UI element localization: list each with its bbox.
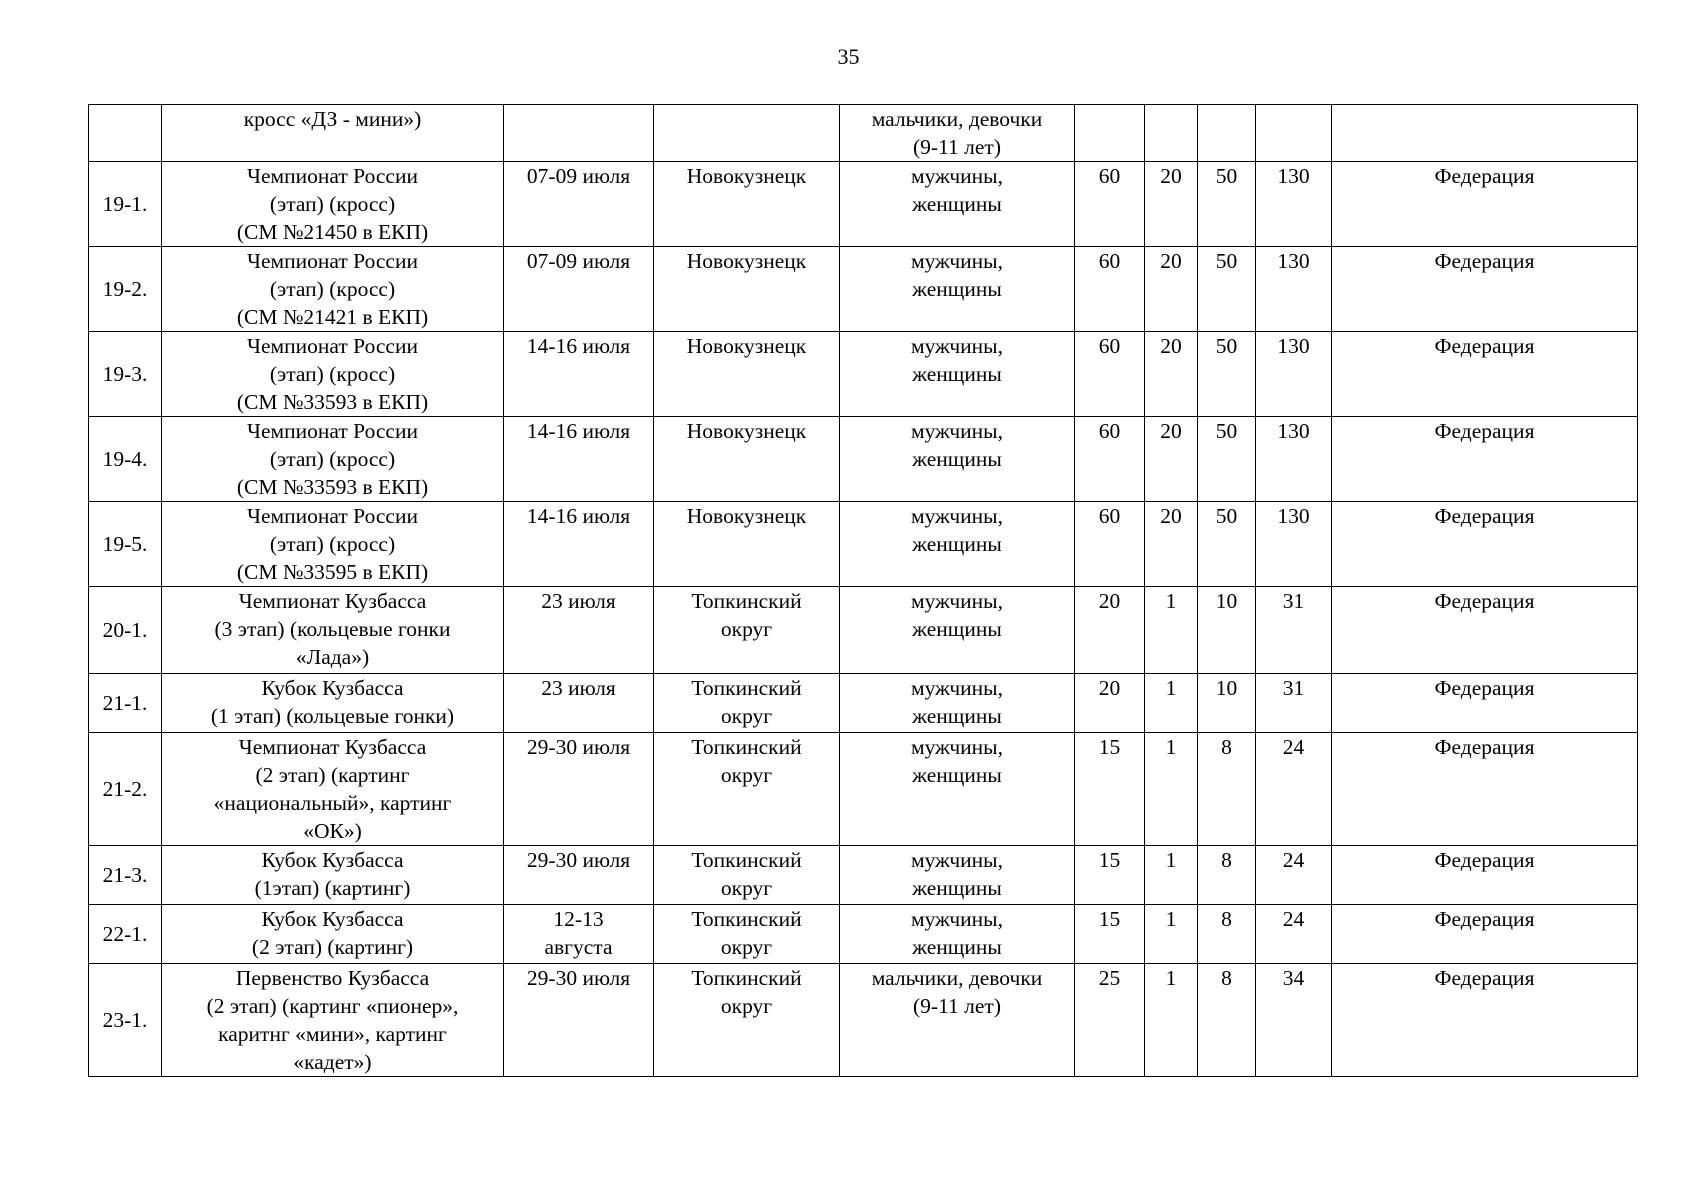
- venue-cell: [654, 733, 840, 846]
- row-number-cell: 23-1.: [89, 964, 162, 1077]
- dates-line: 07-09 июля: [526, 249, 631, 273]
- dates-line: августа: [544, 935, 613, 959]
- event-name-cell: [162, 247, 504, 332]
- event-name-cell: [162, 846, 504, 905]
- event-name-cell: [162, 502, 504, 587]
- venue-cell: [654, 247, 840, 332]
- dates-cell: [504, 247, 654, 332]
- count-cell-3: 50: [1198, 247, 1256, 332]
- organizer-cell: Федерация: [1332, 733, 1638, 846]
- venue-line: Топкинский: [691, 907, 802, 931]
- count-total-cell: 130: [1256, 247, 1332, 332]
- count-cell-1: [1075, 105, 1145, 162]
- event-name-line: (СМ №33593 в ЕКП): [236, 475, 429, 499]
- event-name-line: «Лада»): [295, 645, 370, 669]
- row-number-cell: 21-2.: [89, 733, 162, 846]
- count-total-cell: 31: [1256, 587, 1332, 674]
- count-cell-1: 20: [1075, 587, 1145, 674]
- organizer-cell: Федерация: [1332, 846, 1638, 905]
- participants-line: (9-11 лет): [913, 135, 1001, 159]
- participants-cell: [840, 905, 1075, 964]
- table-row: [89, 905, 1638, 964]
- participants-line: мужчины,: [910, 419, 1004, 443]
- event-name-line: (этап) (кросс): [269, 192, 396, 216]
- dates-line: 14-16 июля: [526, 419, 631, 443]
- count-cell-2: 1: [1145, 905, 1198, 964]
- count-cell-2: 1: [1145, 846, 1198, 905]
- table-row: [89, 247, 1638, 332]
- event-name-line: Чемпионат России: [247, 164, 418, 188]
- count-cell-1: 20: [1075, 674, 1145, 733]
- event-name-line: каритнг «мини», картинг: [218, 1022, 447, 1046]
- venue-line: Новокузнецк: [686, 164, 807, 188]
- participants-cell: [840, 105, 1075, 162]
- event-name-line: Чемпионат России: [247, 334, 418, 358]
- count-cell-1: 15: [1075, 846, 1145, 905]
- count-cell-1: 60: [1075, 162, 1145, 247]
- organizer-cell: [1332, 105, 1638, 162]
- count-total-cell: 24: [1256, 905, 1332, 964]
- organizer-cell: Федерация: [1332, 905, 1638, 964]
- event-name-line: (этап) (кросс): [269, 447, 396, 471]
- event-name-line: «национальный», картинг: [213, 791, 452, 815]
- count-cell-2: 1: [1145, 733, 1198, 846]
- dates-cell: [504, 105, 654, 162]
- event-name-line: Кубок Кузбасса: [261, 848, 404, 872]
- dates-line: 29-30 июля: [526, 848, 631, 872]
- count-cell-2: 1: [1145, 964, 1198, 1077]
- count-cell-3: 50: [1198, 162, 1256, 247]
- participants-cell: [840, 162, 1075, 247]
- count-cell-2: 20: [1145, 247, 1198, 332]
- event-name-line: Кубок Кузбасса: [261, 676, 404, 700]
- venue-cell: [654, 502, 840, 587]
- participants-cell: [840, 733, 1075, 846]
- count-cell-2: 20: [1145, 502, 1198, 587]
- event-name-line: Чемпионат Кузбасса: [238, 589, 427, 613]
- venue-line: округ: [720, 763, 773, 787]
- dates-cell: [504, 587, 654, 674]
- participants-line: женщины: [912, 447, 1002, 471]
- count-cell-2: [1145, 105, 1198, 162]
- count-cell-1: 25: [1075, 964, 1145, 1077]
- row-number-cell: 19-5.: [89, 502, 162, 587]
- organizer-cell: Федерация: [1332, 964, 1638, 1077]
- participants-line: мужчины,: [910, 848, 1004, 872]
- participants-line: мужчины,: [910, 249, 1004, 273]
- count-cell-2: 20: [1145, 162, 1198, 247]
- count-total-cell: 24: [1256, 733, 1332, 846]
- dates-cell: [504, 846, 654, 905]
- event-name-line: (этап) (кросс): [269, 532, 396, 556]
- dates-line: 12-13: [553, 907, 604, 931]
- venue-line: Новокузнецк: [686, 334, 807, 358]
- participants-line: мужчины,: [910, 589, 1004, 613]
- table-row: [89, 674, 1638, 733]
- participants-line: мужчины,: [910, 164, 1004, 188]
- table-row: [89, 964, 1638, 1077]
- count-total-cell: 130: [1256, 162, 1332, 247]
- participants-line: женщины: [912, 192, 1002, 216]
- organizer-cell: Федерация: [1332, 674, 1638, 733]
- venue-line: Топкинский: [691, 735, 802, 759]
- event-name-cell: [162, 587, 504, 674]
- participants-line: женщины: [912, 617, 1002, 641]
- venue-line: округ: [720, 994, 773, 1018]
- table-row: [89, 587, 1638, 674]
- count-cell-3: 8: [1198, 964, 1256, 1077]
- count-cell-1: 60: [1075, 417, 1145, 502]
- participants-line: мальчики, девочки: [871, 107, 1043, 131]
- event-name-line: Первенство Кузбасса: [235, 966, 430, 990]
- event-name-line: (СМ №33593 в ЕКП): [236, 390, 429, 414]
- venue-line: округ: [720, 876, 773, 900]
- event-name-line: кросс «ДЗ - мини»): [243, 107, 422, 131]
- table-row: [89, 332, 1638, 417]
- participants-line: мужчины,: [910, 334, 1004, 358]
- count-cell-1: 15: [1075, 733, 1145, 846]
- event-name-line: (СМ №21450 в ЕКП): [236, 220, 429, 244]
- count-total-cell: [1256, 105, 1332, 162]
- event-name-cell: [162, 417, 504, 502]
- dates-cell: [504, 733, 654, 846]
- dates-cell: [504, 905, 654, 964]
- venue-line: Топкинский: [691, 589, 802, 613]
- dates-line: 29-30 июля: [526, 966, 631, 990]
- event-name-cell: [162, 105, 504, 162]
- count-total-cell: 34: [1256, 964, 1332, 1077]
- organizer-cell: Федерация: [1332, 587, 1638, 674]
- row-number-cell: 21-1.: [89, 674, 162, 733]
- count-total-cell: 130: [1256, 502, 1332, 587]
- participants-cell: [840, 964, 1075, 1077]
- participants-cell: [840, 417, 1075, 502]
- event-name-line: Чемпионат России: [247, 504, 418, 528]
- event-name-line: (этап) (кросс): [269, 277, 396, 301]
- event-name-line: (3 этап) (кольцевые гонки: [214, 617, 451, 641]
- venue-line: Новокузнецк: [686, 504, 807, 528]
- row-number-cell: 19-3.: [89, 332, 162, 417]
- table-row: [89, 417, 1638, 502]
- count-cell-1: 60: [1075, 247, 1145, 332]
- dates-line: 14-16 июля: [526, 334, 631, 358]
- participants-line: женщины: [912, 876, 1002, 900]
- row-number-cell: 19-1.: [89, 162, 162, 247]
- dates-line: 14-16 июля: [526, 504, 631, 528]
- count-cell-1: 60: [1075, 332, 1145, 417]
- count-total-cell: 130: [1256, 417, 1332, 502]
- venue-cell: [654, 162, 840, 247]
- count-total-cell: 24: [1256, 846, 1332, 905]
- participants-line: женщины: [912, 362, 1002, 386]
- participants-line: женщины: [912, 763, 1002, 787]
- venue-line: Топкинский: [691, 676, 802, 700]
- organizer-cell: Федерация: [1332, 332, 1638, 417]
- organizer-cell: Федерация: [1332, 247, 1638, 332]
- participants-line: женщины: [912, 704, 1002, 728]
- event-name-line: (2 этап) (картинг: [255, 763, 410, 787]
- count-total-cell: 31: [1256, 674, 1332, 733]
- dates-line: 23 июля: [541, 676, 616, 700]
- event-name-line: (2 этап) (картинг): [251, 935, 414, 959]
- row-number-cell: 19-4.: [89, 417, 162, 502]
- dates-line: 23 июля: [541, 589, 616, 613]
- participants-line: женщины: [912, 277, 1002, 301]
- participants-cell: [840, 332, 1075, 417]
- event-name-line: (СМ №33595 в ЕКП): [236, 560, 429, 584]
- venue-line: Топкинский: [691, 966, 802, 990]
- dates-cell: [504, 502, 654, 587]
- event-name-line: Чемпионат Кузбасса: [238, 735, 427, 759]
- count-cell-3: 50: [1198, 332, 1256, 417]
- participants-line: мальчики, девочки: [871, 966, 1043, 990]
- organizer-cell: Федерация: [1332, 502, 1638, 587]
- participants-cell: [840, 502, 1075, 587]
- count-cell-3: 8: [1198, 905, 1256, 964]
- count-cell-2: 1: [1145, 587, 1198, 674]
- participants-cell: [840, 846, 1075, 905]
- venue-line: округ: [720, 704, 773, 728]
- row-number-cell: 20-1.: [89, 587, 162, 674]
- count-cell-2: 1: [1145, 674, 1198, 733]
- count-cell-3: 50: [1198, 502, 1256, 587]
- count-cell-3: 10: [1198, 674, 1256, 733]
- event-name-line: (СМ №21421 в ЕКП): [236, 305, 429, 329]
- table-row: [89, 733, 1638, 846]
- participants-line: мужчины,: [910, 504, 1004, 528]
- participants-line: мужчины,: [910, 676, 1004, 700]
- count-cell-2: 20: [1145, 332, 1198, 417]
- venue-line: Новокузнецк: [686, 419, 807, 443]
- event-name-cell: [162, 733, 504, 846]
- organizer-cell: Федерация: [1332, 162, 1638, 247]
- event-name-cell: [162, 964, 504, 1077]
- venue-cell: [654, 587, 840, 674]
- venue-line: округ: [720, 935, 773, 959]
- table-row: [89, 162, 1638, 247]
- venue-cell: [654, 417, 840, 502]
- row-number-cell: 22-1.: [89, 905, 162, 964]
- event-name-line: (этап) (кросс): [269, 362, 396, 386]
- events-table: [88, 104, 1638, 1077]
- event-name-cell: [162, 332, 504, 417]
- event-name-line: Чемпионат России: [247, 249, 418, 273]
- participants-line: мужчины,: [910, 735, 1004, 759]
- table-row: [89, 846, 1638, 905]
- organizer-cell: Федерация: [1332, 417, 1638, 502]
- event-name-cell: [162, 905, 504, 964]
- count-cell-3: 8: [1198, 846, 1256, 905]
- event-name-cell: [162, 162, 504, 247]
- event-name-line: (1 этап) (кольцевые гонки): [210, 704, 455, 728]
- table-row: [89, 105, 1638, 162]
- count-cell-3: [1198, 105, 1256, 162]
- participants-cell: [840, 674, 1075, 733]
- page-number: 35: [837, 44, 860, 69]
- venue-cell: [654, 105, 840, 162]
- dates-cell: [504, 417, 654, 502]
- count-cell-3: 10: [1198, 587, 1256, 674]
- dates-cell: [504, 674, 654, 733]
- venue-cell: [654, 674, 840, 733]
- event-name-line: «ОК»): [303, 819, 362, 843]
- count-cell-3: 8: [1198, 733, 1256, 846]
- participants-cell: [840, 587, 1075, 674]
- event-name-cell: [162, 674, 504, 733]
- dates-cell: [504, 162, 654, 247]
- count-total-cell: 130: [1256, 332, 1332, 417]
- venue-line: Топкинский: [691, 848, 802, 872]
- dates-line: 29-30 июля: [526, 735, 631, 759]
- venue-line: Новокузнецк: [686, 249, 807, 273]
- table-row: [89, 502, 1638, 587]
- participants-line: женщины: [912, 532, 1002, 556]
- participants-line: (9-11 лет): [913, 994, 1001, 1018]
- row-number-cell: 21-3.: [89, 846, 162, 905]
- dates-cell: [504, 332, 654, 417]
- dates-line: 07-09 июля: [526, 164, 631, 188]
- count-cell-2: 20: [1145, 417, 1198, 502]
- event-name-line: Чемпионат России: [247, 419, 418, 443]
- venue-cell: [654, 905, 840, 964]
- venue-cell: [654, 846, 840, 905]
- count-cell-1: 60: [1075, 502, 1145, 587]
- event-name-line: Кубок Кузбасса: [261, 907, 404, 931]
- dates-cell: [504, 964, 654, 1077]
- venue-line: округ: [720, 617, 773, 641]
- row-number-cell: 19-2.: [89, 247, 162, 332]
- row-number-cell: [89, 105, 162, 162]
- participants-cell: [840, 247, 1075, 332]
- event-name-line: «кадет»): [293, 1050, 372, 1074]
- venue-cell: [654, 964, 840, 1077]
- event-name-line: (2 этап) (картинг «пионер»,: [206, 994, 459, 1018]
- participants-line: женщины: [912, 935, 1002, 959]
- count-cell-3: 50: [1198, 417, 1256, 502]
- venue-cell: [654, 332, 840, 417]
- count-cell-1: 15: [1075, 905, 1145, 964]
- event-name-line: (1этап) (картинг): [254, 876, 411, 900]
- participants-line: мужчины,: [910, 907, 1004, 931]
